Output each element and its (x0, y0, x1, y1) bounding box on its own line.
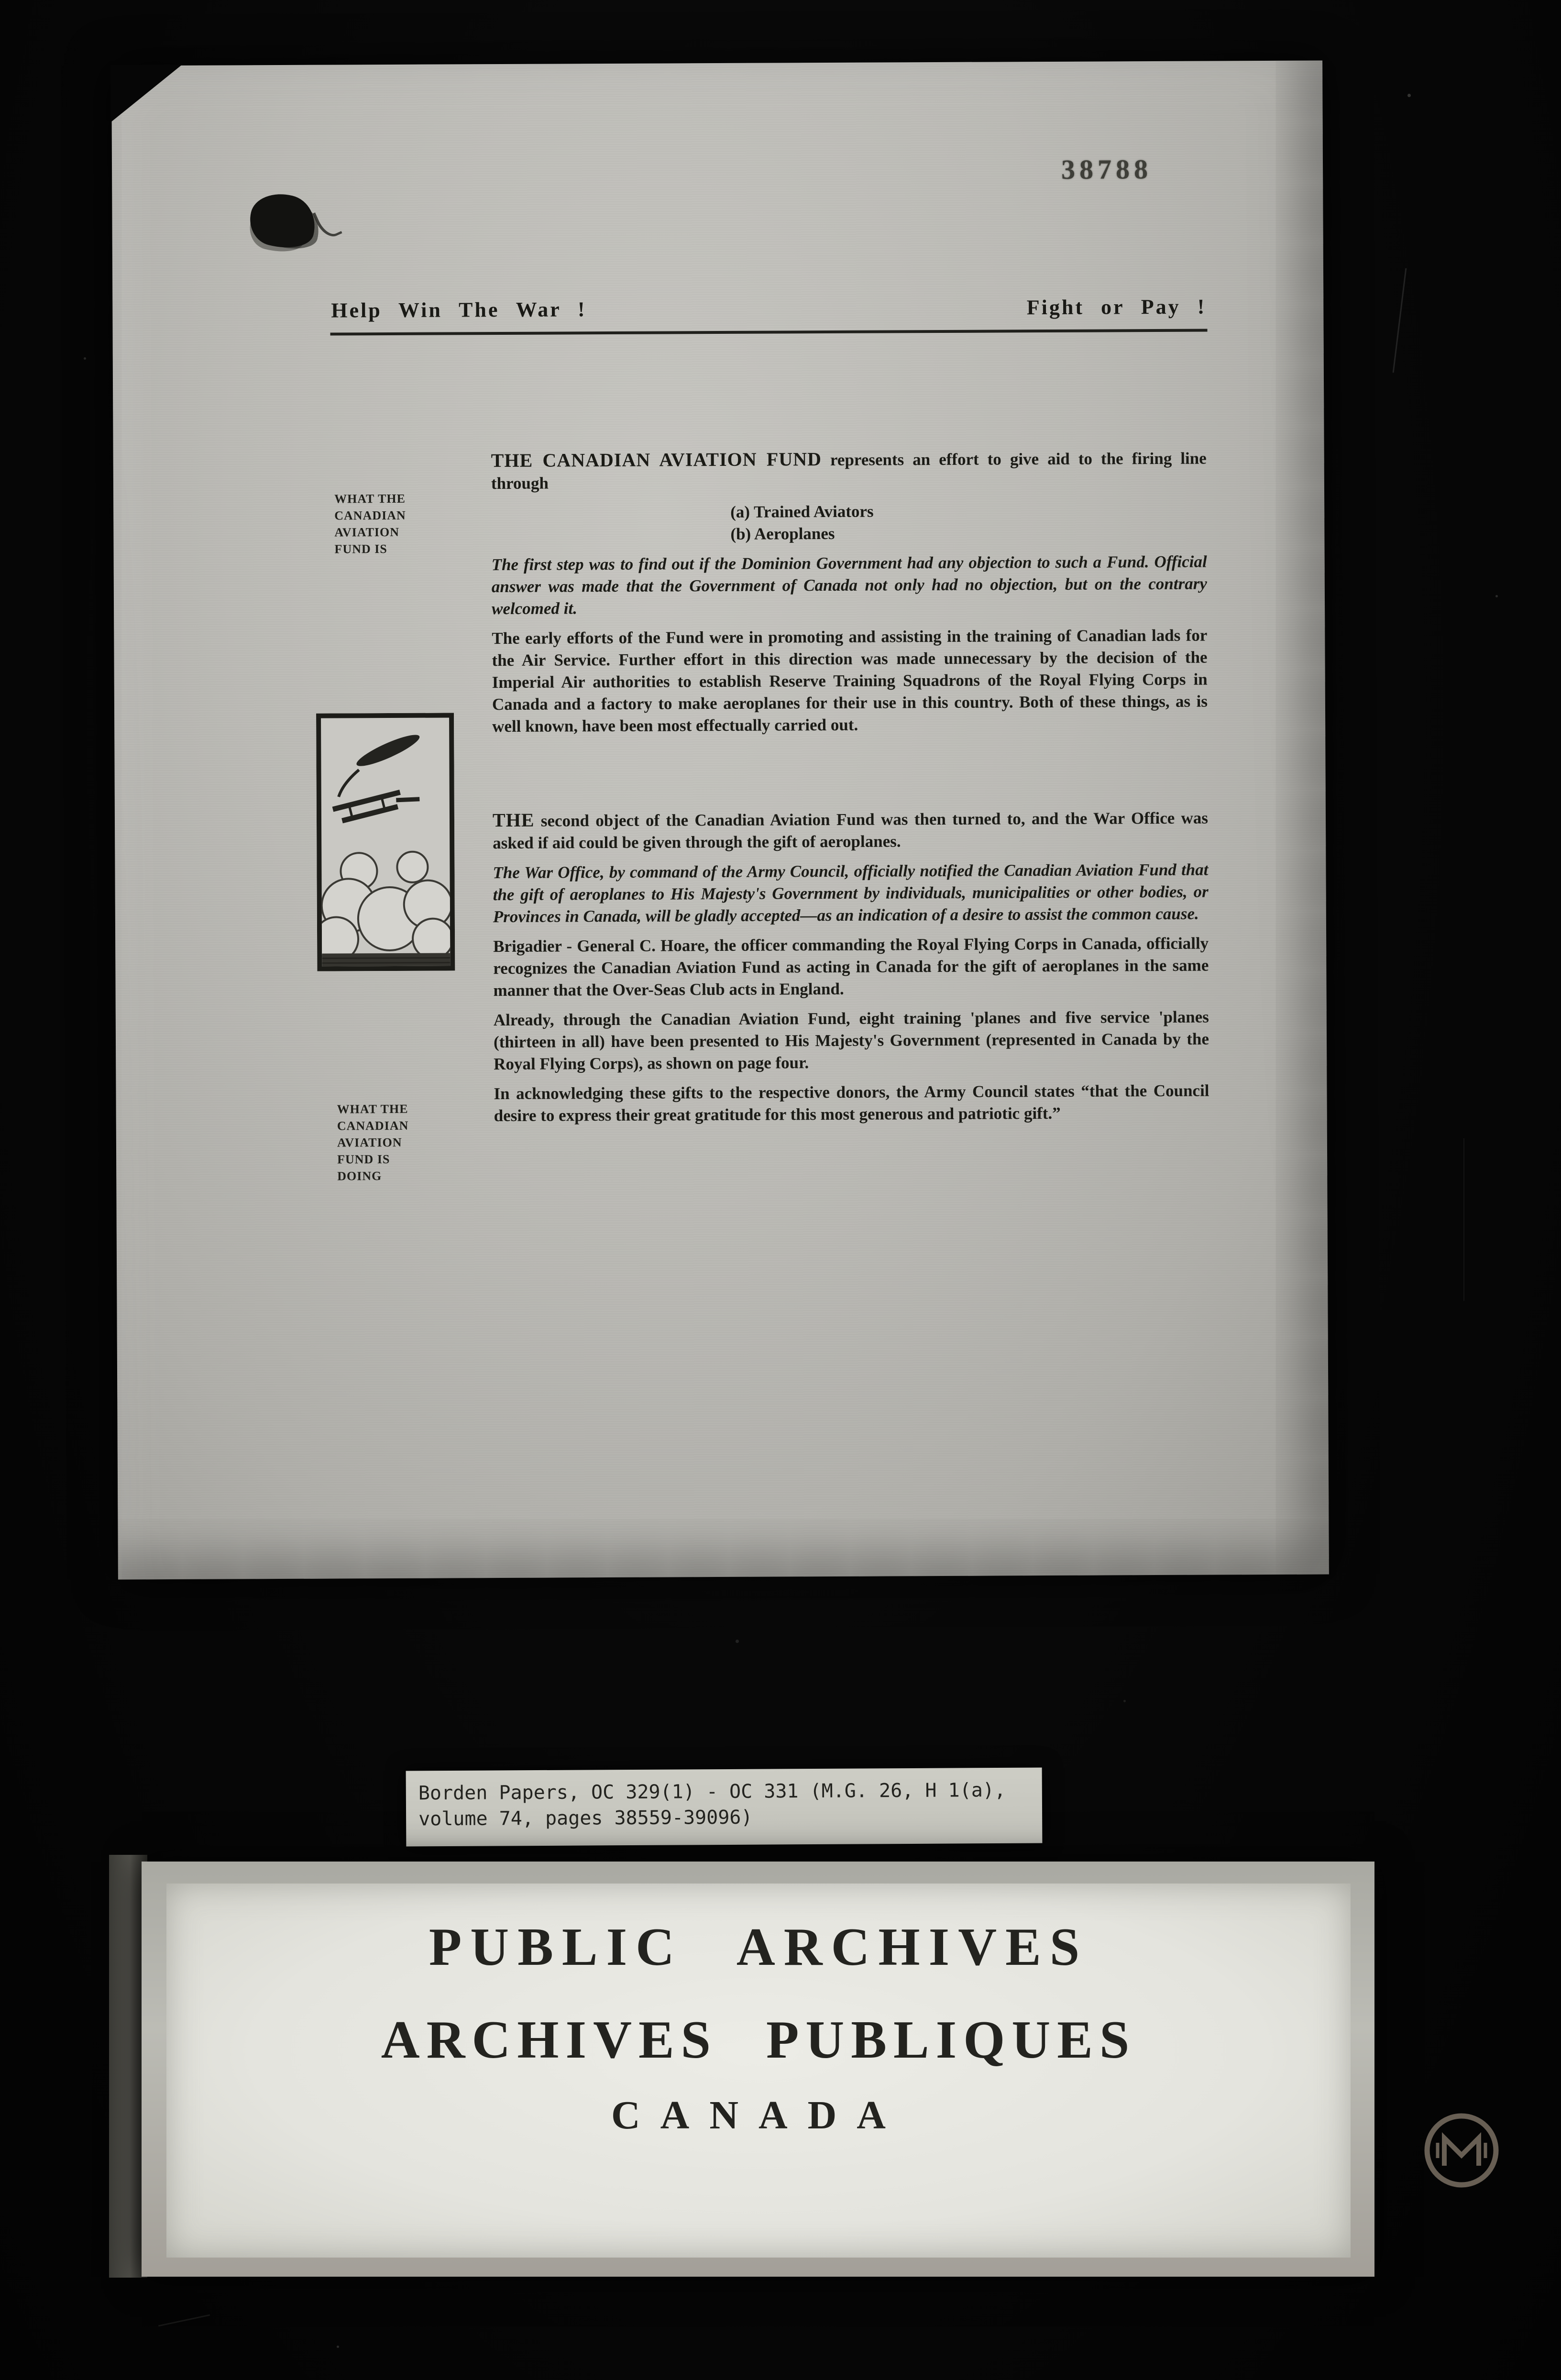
paragraph-second-object (493, 806, 1208, 855)
paragraph-early-efforts: The early efforts of the Fund were in promoting and assisting in the training of Canadian lads for the Air Service. Further effort in this direction was made unnecessary by the decision of the Imperial Air authorities to establish Reserve Training Squadrons of the Royal Flying Corps in Canada and a factory to make aeroplanes for their use in this country. Both of these things, as is well known, have been most effectually carried out. (492, 626, 1208, 736)
page-stamp-number: 38788 (1061, 154, 1153, 185)
paragraph-war-office: The War Office, by command of the Army Council, officially notified the Canadian Aviation Fund that the gift of aeroplanes to His Majesty's Government by individuals, municipalities or other bodies, or Provinces in Canada, will be gladly accepted—as an indication of a desire to assist the common cause. (493, 860, 1209, 926)
card-title-french: ARCHIVES PUBLIQUES (381, 2010, 1136, 2070)
paragraph-hoare: Brigadier - General C. Hoare, the officer commanding the Royal Flying Corps in Canada, officially recognizes the Canadian Aviation Fund as acting in Canada for the gift of aeroplanes in the same manner that the Over-Seas Club acts in England. (493, 934, 1209, 1000)
header-rule (330, 329, 1208, 336)
archives-card (142, 1862, 1374, 2277)
film-scratch (1463, 1138, 1464, 1301)
archives-card-inner (166, 1884, 1351, 2258)
paragraph-second-object-rest: second object of the Canadian Aviation Fund was then turned to, and the War Office was asked if aid could be given through the gift of aeroplanes. (493, 808, 1209, 853)
list-item-b: (b) Aeroplanes (730, 524, 835, 543)
list-item-a: (a) Trained Aviators (730, 502, 874, 521)
archives-monogram-icon (1419, 2108, 1504, 2193)
paragraph-acknowledging: In acknowledging these gifts to the respective donors, the Army Council states “that the Council desire to express their great gratitude for this most generous and patriotic gift.” (494, 1081, 1209, 1125)
paragraph-already: Already, through the Canadian Aviation Fund, eight training 'planes and five service 'planes (thirteen in all) have been presented to His Majesty's Government (represented in Canada by the Royal Flying Corps), as shown on page four. (493, 1007, 1209, 1074)
document-page (111, 60, 1329, 1579)
film-scratch (158, 2314, 210, 2327)
paragraph-intro-lead: THE CANADIAN AVIATION FUND (491, 448, 822, 472)
typed-label-line-2: volume 74, pages 38559-39096) (418, 1806, 753, 1830)
dust-specks (0, 0, 1, 1)
header-slogan-right: Fight or Pay ! (1026, 295, 1207, 320)
margin-label-fund-is-doing: WHAT THE CANADIAN AVIATION FUND IS DOING (337, 1102, 409, 1183)
paper-fold-corner (110, 65, 183, 122)
header-slogan-left: Help Win The War ! (331, 298, 587, 322)
paragraph-first-step: The first step was to find out if the Dominion Government had any objection to such a Fund. Official answer was made that the Government of Canada not only had no objection, but on the contrary welcomed it. (491, 552, 1207, 618)
paragraph-intro-rest: represents an effort to give aid to the firing line through (491, 449, 1207, 493)
page-header (331, 295, 1206, 323)
handwritten-mark (312, 206, 342, 241)
body-text-column (491, 447, 1209, 1135)
film-scratch (1393, 268, 1407, 373)
paragraph-intro (491, 447, 1207, 495)
typed-provenance-label (406, 1768, 1043, 1847)
typed-label-line-1: Borden Papers, OC 329(1) - OC 331 (M.G. 26, H 1(a), (418, 1779, 1006, 1805)
card-title-english: PUBLIC ARCHIVES (429, 1917, 1088, 1977)
paragraph-second-object-lead: THE (492, 809, 535, 831)
card-title-canada: CANADA (611, 2093, 906, 2138)
margin-label-fund-is: WHAT THE CANADIAN AVIATION FUND IS (334, 491, 406, 556)
aid-list (491, 499, 1207, 547)
paper-tear-stain (244, 187, 321, 255)
aeroplanes-illustration (316, 713, 455, 971)
